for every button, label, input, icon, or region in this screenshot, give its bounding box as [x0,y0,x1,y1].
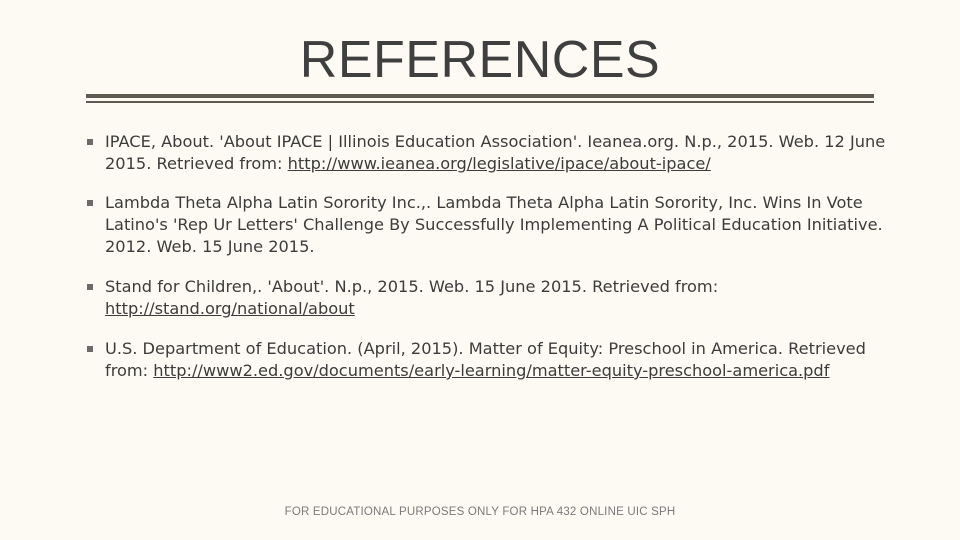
reference-text: Lambda Theta Alpha Latin Sorority Inc.,. Lambda Theta Alpha Latin Sorority, Inc. Wins In Vote Latino's 'Rep Ur Letters' Challenge By Successfully Implementing A Political Education Initiative. 2012. Web. 15 June 2015. [105,193,883,256]
reference-item [86,192,886,258]
title-divider-thick [86,94,874,98]
square-bullet-icon [87,139,93,145]
footer-disclaimer: FOR EDUCATIONAL PURPOSES ONLY FOR HPA 432 ONLINE UIC SPH [284,506,676,518]
reference-list [86,131,886,400]
reference-item [86,131,886,175]
reference-link[interactable]: http://www.ieanea.org/legislative/ipace/about-ipace/ [287,154,711,173]
title-divider-thin [86,101,874,103]
square-bullet-icon [87,346,93,352]
reference-link[interactable]: http://stand.org/national/about [105,299,355,318]
reference-link[interactable]: http://www2.ed.gov/documents/early-learning/matter-equity-preschool-america.pdf [153,361,830,380]
square-bullet-icon [87,200,93,206]
reference-text: IPACE, About. 'About IPACE | Illinois Education Association'. Ieanea.org. N.p., 2015. Web. 12 June 2015. Retrieved from: [105,132,886,173]
reference-text: Stand for Children,. 'About'. N.p., 2015. Web. 15 June 2015. Retrieved from: [105,277,719,296]
slide-title: REFERENCES [299,31,661,89]
reference-item [86,276,886,320]
reference-text: U.S. Department of Education. (April, 2015). Matter of Equity: Preschool in America. Retrieved from: [105,339,866,380]
reference-item [86,338,886,382]
square-bullet-icon [87,284,93,290]
